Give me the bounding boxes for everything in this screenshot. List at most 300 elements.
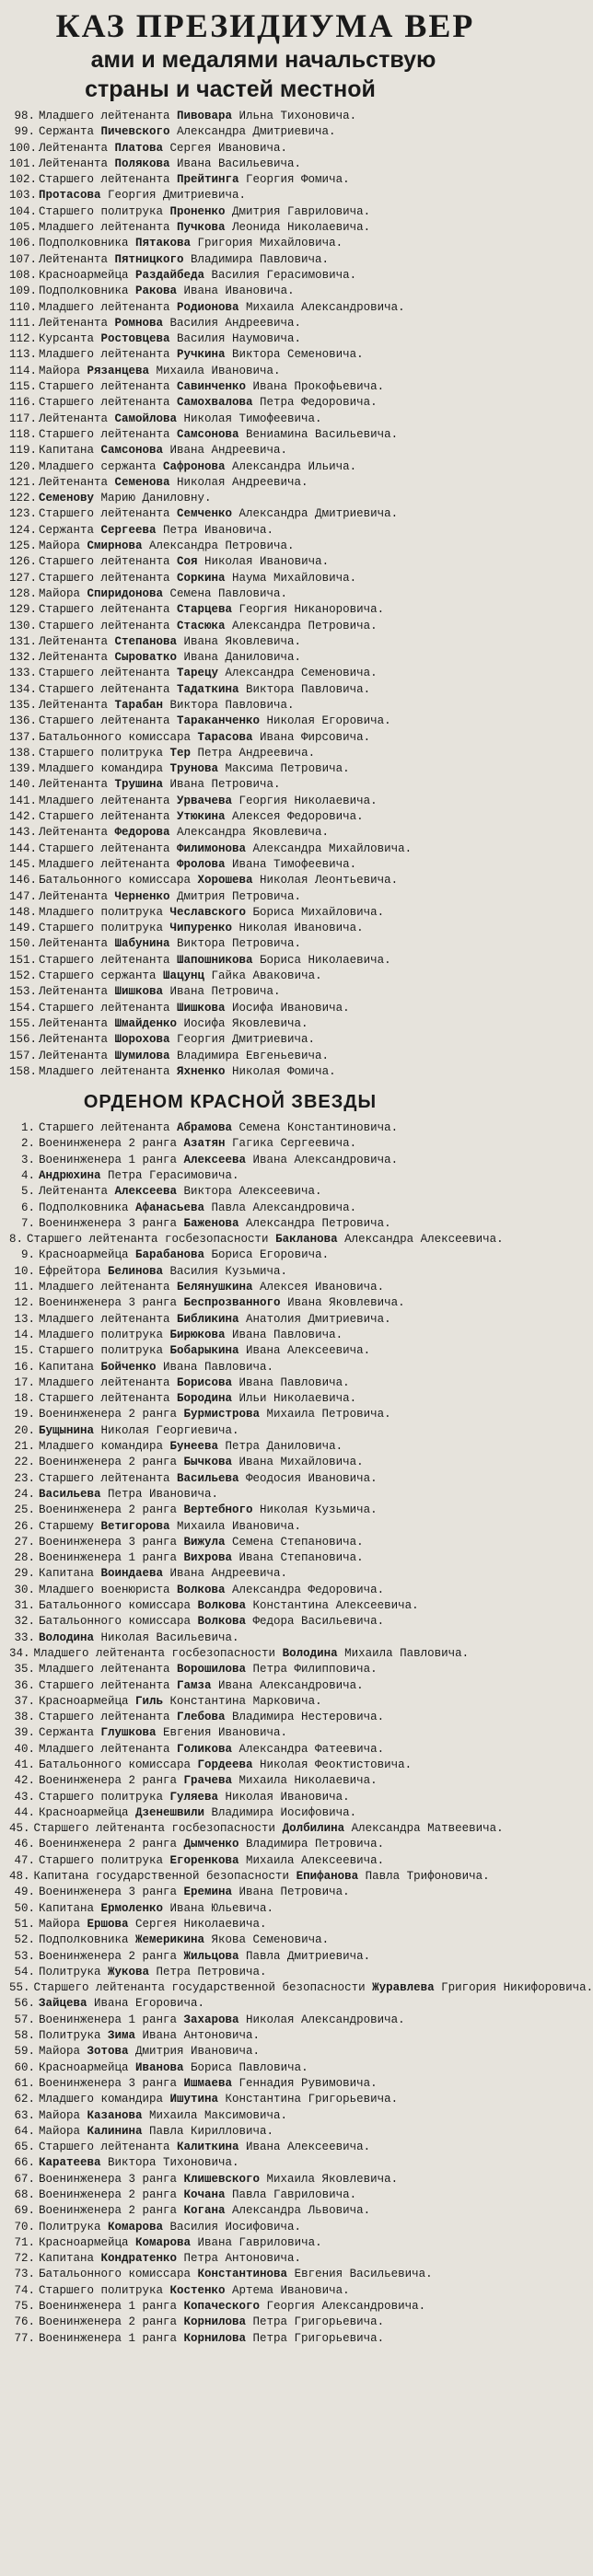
entry-text	[39, 124, 336, 140]
entry-number: 20.	[14, 1423, 35, 1437]
entry-text	[39, 252, 329, 268]
entry-number: 72.	[14, 2252, 35, 2266]
entry-rank: Красноармейца	[39, 268, 136, 282]
entry-text	[39, 936, 301, 952]
entry-number: 53.	[14, 1949, 35, 1963]
entry-rank: Красноармейца	[39, 1694, 136, 1708]
entry-surname: Азатян	[183, 1137, 226, 1151]
award-entry	[9, 1853, 455, 1869]
entry-rank: Подполковника	[39, 1201, 136, 1214]
entry-text	[39, 2283, 350, 2299]
entry-surname: Пятницкого	[114, 252, 184, 266]
entry-given-names: Владимира Петровича.	[238, 1838, 385, 1851]
entry-rank: Майора	[39, 586, 87, 600]
entry-given-names: Николая Ивановича.	[197, 555, 330, 569]
entry-rank: Старшего лейтенанта	[39, 1001, 178, 1015]
award-entry	[9, 1725, 455, 1741]
award-entry	[9, 1407, 455, 1422]
entry-number: 98.	[14, 110, 35, 122]
entry-given-names: Михаила Павловича.	[337, 1646, 470, 1660]
entry-number: 58.	[14, 2029, 35, 2043]
entry-surname: Борисова	[177, 1375, 233, 1389]
entry-number: 17.	[14, 1375, 35, 1389]
award-entry	[9, 1773, 455, 1789]
entry-surname: Епифанова	[296, 1870, 359, 1884]
entry-text	[39, 777, 281, 793]
entry-surname: Трушина	[114, 778, 164, 792]
entry-given-names: Павла Дмитриевича.	[238, 1949, 371, 1963]
award-entry	[9, 953, 455, 969]
entry-rank: Старшего лейтенанта	[39, 427, 178, 441]
entry-number: 11.	[14, 1281, 35, 1294]
award-entry	[9, 1503, 455, 1518]
award-entry	[9, 984, 455, 1000]
entry-number: 138.	[9, 746, 38, 760]
award-entry	[9, 1391, 455, 1407]
entry-given-names: Сергея Николаевича.	[128, 1917, 267, 1931]
entry-number: 19.	[14, 1408, 35, 1421]
entry-surname: Еремина	[183, 1886, 233, 1899]
entry-rank: Майора	[39, 2124, 87, 2138]
entry-number: 154.	[9, 1001, 38, 1015]
award-entry	[9, 2044, 455, 2060]
entry-rank: Старшего лейтенанта	[39, 953, 178, 967]
entry-text	[39, 1201, 356, 1216]
entry-rank: Лейтенанта	[39, 1185, 115, 1199]
entry-surname: Бойченко	[100, 1360, 157, 1374]
entry-surname: Когана	[183, 2204, 226, 2218]
entry-rank: Лейтенанта	[39, 1033, 115, 1047]
entry-number: 37.	[14, 1694, 35, 1708]
entry-text	[39, 347, 364, 363]
entry-surname: Тадаткина	[177, 682, 239, 696]
entry-rank: Младшего лейтенанта	[39, 857, 178, 871]
award-entry	[9, 666, 455, 681]
entry-given-names: Ивана Даниловича.	[177, 651, 302, 665]
entry-number: 34.	[9, 1646, 30, 1660]
entry-given-names: Петра Ивановича.	[156, 523, 274, 537]
entry-text	[39, 1423, 239, 1439]
entry-surname: Глушкова	[100, 1726, 157, 1740]
entry-number: 9.	[20, 1248, 35, 1262]
award-entry	[9, 347, 455, 363]
entry-text	[39, 1932, 329, 1948]
entry-surname: Ручкина	[177, 348, 226, 362]
award-entry	[9, 2076, 455, 2092]
entry-given-names: Ивана Петровича.	[232, 1886, 350, 1899]
entry-rank: Военинженера 3 ранга	[39, 2076, 184, 2090]
award-entry	[9, 730, 455, 746]
entry-number: 47.	[14, 1853, 35, 1867]
entry-given-names: Николая Георгиевича.	[94, 1423, 239, 1437]
entry-rank: Младшего командира	[39, 2093, 170, 2106]
entry-rank: Старшего лейтенанта	[39, 2141, 178, 2154]
entry-given-names: Георгия Николаевича.	[232, 794, 378, 807]
entry-given-names: Василия Иосифовича.	[163, 2220, 302, 2234]
entry-rank: Лейтенанта	[39, 141, 115, 155]
entry-text	[39, 379, 384, 395]
entry-number: 44.	[14, 1805, 35, 1819]
entry-text	[39, 682, 370, 698]
entry-text	[39, 1264, 287, 1280]
entry-number: 150.	[9, 937, 38, 951]
entry-given-names: Николая Ивановича.	[232, 922, 364, 935]
entry-surname: Шумилова	[114, 1049, 170, 1062]
entry-text	[39, 2220, 301, 2235]
entry-number: 30.	[14, 1583, 35, 1596]
award-entry	[9, 491, 455, 506]
award-entry	[9, 1439, 455, 1455]
award-entry	[9, 2172, 455, 2187]
entry-surname: Библикина	[177, 1312, 239, 1326]
entry-text	[39, 571, 356, 586]
entry-given-names: Ивана Петровича.	[163, 778, 281, 792]
entry-text	[39, 889, 301, 905]
entry-surname: Раздайбеда	[135, 268, 205, 282]
entry-rank: Батальонного комиссара	[39, 2268, 198, 2281]
entry-text	[39, 2092, 398, 2107]
entry-rank: Военинженера 3 ранга	[39, 1216, 184, 1230]
entry-text	[39, 1001, 350, 1016]
entry-surname: Андрюхина	[39, 1169, 101, 1182]
entry-given-names: Наума Михайловича.	[225, 571, 357, 585]
entry-rank: Старшего лейтенанта	[39, 603, 178, 617]
entry-rank: Военинженера 3 ранга	[39, 1296, 184, 1310]
award-entry	[9, 857, 455, 873]
entry-rank: Старшего лейтенанта	[39, 1711, 178, 1724]
entry-rank: Батальонного комиссара	[39, 874, 198, 888]
entry-text	[39, 857, 356, 873]
entry-number: 116.	[9, 396, 38, 410]
entry-surname: Тараканченко	[177, 714, 261, 728]
entry-given-names: Владимира Павловича.	[183, 252, 330, 266]
award-entry	[9, 2331, 455, 2347]
entry-rank: Лейтенанта	[39, 889, 115, 903]
entry-given-names: Ильи Николаевича.	[232, 1392, 357, 1406]
award-entry	[9, 921, 455, 936]
entry-given-names: Ивана Яковлевича.	[280, 1296, 405, 1310]
entry-text	[39, 1725, 287, 1741]
entry-text	[39, 2155, 239, 2171]
award-entry	[9, 1471, 455, 1487]
entry-given-names: Петра Герасимовича.	[100, 1169, 239, 1182]
award-entry	[9, 539, 455, 554]
entry-surname: Журавлева	[372, 1981, 435, 1995]
entry-surname: Ершова	[87, 1917, 129, 1931]
entry-surname: Ростовцева	[100, 332, 170, 346]
entry-text	[39, 1598, 419, 1614]
entry-given-names: Ивана Степановича.	[232, 1551, 364, 1565]
entry-rank: Лейтенанта	[39, 985, 115, 999]
entry-surname: Пучкова	[177, 221, 226, 235]
entry-given-names: Дмитрия Гавриловича.	[225, 204, 371, 218]
entry-text	[39, 969, 322, 984]
entry-given-names: Ивана Антоновича.	[135, 2029, 261, 2043]
entry-text	[39, 984, 281, 1000]
entry-rank: Политрука	[39, 2220, 109, 2234]
entry-rank: Военинженера 2 ранга	[39, 1503, 184, 1517]
entry-given-names: Александра Петровича.	[238, 1216, 391, 1230]
entry-surname: Комарова	[108, 2220, 164, 2234]
entry-text	[39, 157, 301, 172]
decree-subheadline-2: страны и частей местной	[85, 76, 376, 102]
entry-rank: Младшего военюриста	[39, 1583, 178, 1596]
entry-rank: Военинженера 2 ранга	[39, 2204, 184, 2218]
entry-text	[39, 2172, 398, 2187]
award-entry	[9, 1694, 455, 1710]
entry-surname: Шабунина	[114, 937, 170, 951]
award-entry	[9, 395, 455, 411]
award-entry	[9, 586, 455, 602]
entry-number: 123.	[9, 507, 38, 521]
award-entry	[9, 427, 455, 443]
entry-surname: Волкова	[197, 1599, 247, 1613]
entry-surname: Шишкова	[114, 985, 164, 999]
entry-given-names: Семена Константиновича.	[232, 1121, 399, 1135]
entry-number: 31.	[14, 1599, 35, 1613]
entry-number: 118.	[9, 427, 38, 441]
entry-surname: Полякова	[114, 157, 170, 170]
entry-rank: Сержанта	[39, 1726, 101, 1740]
entry-number: 157.	[9, 1049, 38, 1062]
entry-rank: Капитана	[39, 1567, 101, 1581]
entry-given-names: Григория Никифоровича.	[434, 1981, 593, 1995]
entry-given-names: Николая Ивановича.	[218, 1790, 350, 1804]
entry-surname: Самойлова	[114, 412, 178, 425]
entry-rank: Старшего лейтенанта госбезопасности	[33, 1822, 283, 1836]
entry-surname: Константинова	[197, 2268, 288, 2281]
award-entry	[9, 905, 455, 921]
entry-rank: Сержанта	[39, 523, 101, 537]
entry-text	[39, 1247, 329, 1263]
entry-text	[39, 1136, 356, 1152]
entry-given-names: Ивана Юльевича.	[163, 1901, 274, 1915]
entry-given-names: Виктора Петровича.	[169, 937, 302, 951]
award-entry	[9, 331, 455, 347]
entry-number: 147.	[9, 889, 38, 903]
entry-number: 106.	[9, 237, 38, 250]
entry-given-names: Леонида Николаевича.	[225, 221, 371, 235]
entry-number: 27.	[14, 1535, 35, 1549]
entry-surname: Алексеева	[183, 1153, 247, 1166]
entry-number: 142.	[9, 810, 38, 824]
entry-given-names: Александра Яковлевича.	[169, 826, 330, 840]
entry-given-names: Владимира Евгеньевича.	[169, 1049, 330, 1062]
entry-surname: Чипуренко	[169, 922, 233, 935]
entry-given-names: Николая Фомича.	[225, 1064, 336, 1078]
award-entry	[9, 969, 455, 984]
entry-given-names: Александра Фатеевича.	[232, 1742, 385, 1756]
entry-surname: Дымченко	[183, 1838, 239, 1851]
award-entry	[9, 1742, 455, 1758]
entry-number: 61.	[14, 2076, 35, 2090]
entry-number: 12.	[14, 1296, 35, 1310]
entry-given-names: Михаила Петровича.	[260, 1408, 391, 1421]
award-entry	[9, 2267, 455, 2282]
entry-text	[39, 1360, 273, 1375]
entry-text	[39, 1773, 378, 1789]
entry-number: 52.	[14, 1933, 35, 1947]
award-entry	[9, 650, 455, 666]
award-entry	[9, 506, 455, 522]
award-entry	[9, 364, 455, 379]
award-entry	[9, 554, 455, 570]
entry-text	[39, 268, 356, 284]
entry-rank: Лейтенанта	[39, 1049, 115, 1062]
entry-surname: Вижула	[183, 1535, 226, 1549]
entry-text	[39, 2140, 370, 2155]
entry-surname: Черненко	[114, 889, 170, 903]
entry-given-names: Бориса Егоровича.	[204, 1248, 330, 1262]
award-entry	[9, 2299, 455, 2315]
entry-given-names: Алексея Ивановича.	[252, 1281, 385, 1294]
entry-rank: Военинженера 2 ранга	[39, 1774, 184, 1788]
entry-text	[39, 2315, 384, 2330]
entry-number: 23.	[14, 1471, 35, 1485]
award-entry	[9, 172, 455, 188]
entry-rank: Старшего политрука	[39, 922, 170, 935]
entry-given-names: Дмитрия Ивановича.	[128, 2045, 261, 2059]
entry-rank: Майора	[39, 540, 87, 553]
award-entry	[9, 1965, 455, 1980]
award-entry	[9, 379, 455, 395]
entry-text	[39, 1391, 356, 1407]
entry-number: 55.	[9, 1981, 30, 1995]
entry-given-names: Петра Федоровича.	[252, 396, 378, 410]
entry-text	[39, 1016, 308, 1032]
entry-text	[39, 1455, 364, 1470]
entry-text	[39, 809, 364, 825]
entry-given-names: Ивана Александровича.	[211, 1678, 364, 1692]
entry-given-names: Анатолия Дмитриевича.	[238, 1312, 391, 1326]
entry-rank: Военинженера 3 ранга	[39, 1886, 184, 1899]
award-entry	[9, 1837, 455, 1852]
entry-number: 65.	[14, 2141, 35, 2154]
award-entry	[9, 1201, 455, 1216]
entry-surname: Яхненко	[177, 1064, 226, 1078]
entry-text	[39, 746, 315, 761]
entry-given-names: Петра Григорьевича.	[246, 2331, 385, 2345]
entry-given-names: Евгения Васильевича.	[287, 2268, 433, 2281]
entry-given-names: Ильна Тихоновича.	[232, 110, 357, 122]
entry-text	[39, 1566, 287, 1582]
entry-surname: Жильцова	[183, 1949, 239, 1963]
entry-given-names: Феодосия Ивановича.	[238, 1471, 378, 1485]
entry-text	[39, 1064, 336, 1080]
entry-given-names: Михаила Ивановича.	[169, 1519, 302, 1533]
entry-text	[39, 650, 301, 666]
entry-given-names: Владимира Нестеровича.	[225, 1711, 385, 1724]
award-entry	[9, 1168, 455, 1184]
entry-surname: Бородина	[177, 1392, 233, 1406]
entry-number: 114.	[9, 364, 38, 377]
award-entry	[9, 841, 455, 857]
entry-given-names: Ивана Павловича.	[156, 1360, 274, 1374]
entry-given-names: Ивана Александровича.	[246, 1153, 399, 1166]
entry-rank: Старшего политрука	[39, 1853, 170, 1867]
entry-surname: Бобарыкина	[169, 1344, 239, 1358]
entry-number: 99.	[14, 125, 35, 139]
entry-text	[39, 1996, 204, 2012]
entry-surname: Васильева	[39, 1487, 101, 1501]
entry-number: 64.	[14, 2124, 35, 2138]
entry-given-names: Ивана Алексеевича.	[238, 1344, 371, 1358]
entry-number: 109.	[9, 284, 38, 298]
entry-rank: Лейтенанта	[39, 634, 115, 648]
entry-rank: Старшему	[39, 1519, 101, 1533]
section-title-red-star: ОРДЕНОМ КРАСНОЙ ЗВЕЗДЫ	[83, 1092, 378, 1113]
entry-rank: Старшего лейтенанта	[39, 507, 178, 521]
entry-number: 117.	[9, 412, 38, 425]
award-entry	[9, 809, 455, 825]
entry-number: 120.	[9, 459, 38, 473]
entry-given-names: Василия Наумовича.	[169, 332, 302, 346]
entry-rank: Военинженера 3 ранга	[39, 2172, 184, 2186]
entry-given-names: Сергея Ивановича.	[163, 141, 288, 155]
entry-surname: Шмайденко	[114, 1016, 178, 1030]
award-entry	[9, 1423, 455, 1439]
entry-surname: Спиридонова	[87, 586, 164, 600]
entry-given-names: Максима Петровича.	[218, 762, 350, 776]
entry-rank: Старшего лейтенанта	[39, 714, 178, 728]
entry-given-names: Василия Герасимовича.	[204, 268, 357, 282]
entry-rank: Лейтенанта	[39, 826, 115, 840]
entry-text	[39, 2331, 384, 2347]
entry-rank: Старшего политрука	[39, 1344, 170, 1358]
entry-surname: Бычкова	[183, 1456, 233, 1469]
entry-text	[39, 825, 329, 841]
entry-given-names: Иосифа Яковлевича.	[177, 1016, 308, 1030]
award-entry	[9, 1550, 455, 1566]
entry-rank: Старшего лейтенанта	[39, 1392, 178, 1406]
entry-text	[39, 953, 391, 969]
entry-surname: Вертебного	[183, 1503, 253, 1517]
entry-rank: Младшего лейтенанта	[39, 221, 178, 235]
entry-text	[39, 761, 350, 777]
entry-surname: Шацунц	[163, 969, 205, 983]
entry-given-names: Марию Даниловну.	[94, 492, 212, 505]
entry-text	[39, 523, 273, 539]
entry-surname: Степанова	[114, 634, 178, 648]
entry-rank: Ефрейтора	[39, 1264, 109, 1278]
entry-given-names: Виктора Павловича.	[163, 698, 295, 712]
award-entry	[9, 2315, 455, 2330]
entry-text	[39, 1471, 378, 1487]
entry-given-names: Николая Андреевича.	[169, 475, 308, 489]
entry-number: 111.	[9, 316, 38, 330]
award-entry	[9, 475, 455, 491]
entry-given-names: Якова Семеновича.	[204, 1933, 330, 1947]
entry-rank: Младшего сержанта	[39, 459, 164, 473]
entry-surname: Васильева	[177, 1471, 239, 1485]
entry-number: 155.	[9, 1016, 38, 1030]
entry-text	[27, 1232, 504, 1247]
entry-number: 66.	[14, 2156, 35, 2170]
entry-number: 122.	[9, 492, 38, 505]
entry-given-names: Николая Леонтьевича.	[252, 874, 399, 888]
entry-number: 38.	[14, 1711, 35, 1724]
entry-rank: Старшего лейтенанта	[39, 555, 178, 569]
entry-text	[39, 1439, 343, 1455]
entry-surname: Фролова	[177, 857, 226, 871]
entry-surname: Самохвалова	[177, 396, 253, 410]
award-entry	[9, 794, 455, 809]
entry-rank: Майора	[39, 2045, 87, 2059]
award-entry	[9, 459, 455, 475]
entry-surname: Глебова	[177, 1711, 226, 1724]
award-entry	[9, 1064, 455, 1080]
entry-number: 141.	[9, 794, 38, 807]
